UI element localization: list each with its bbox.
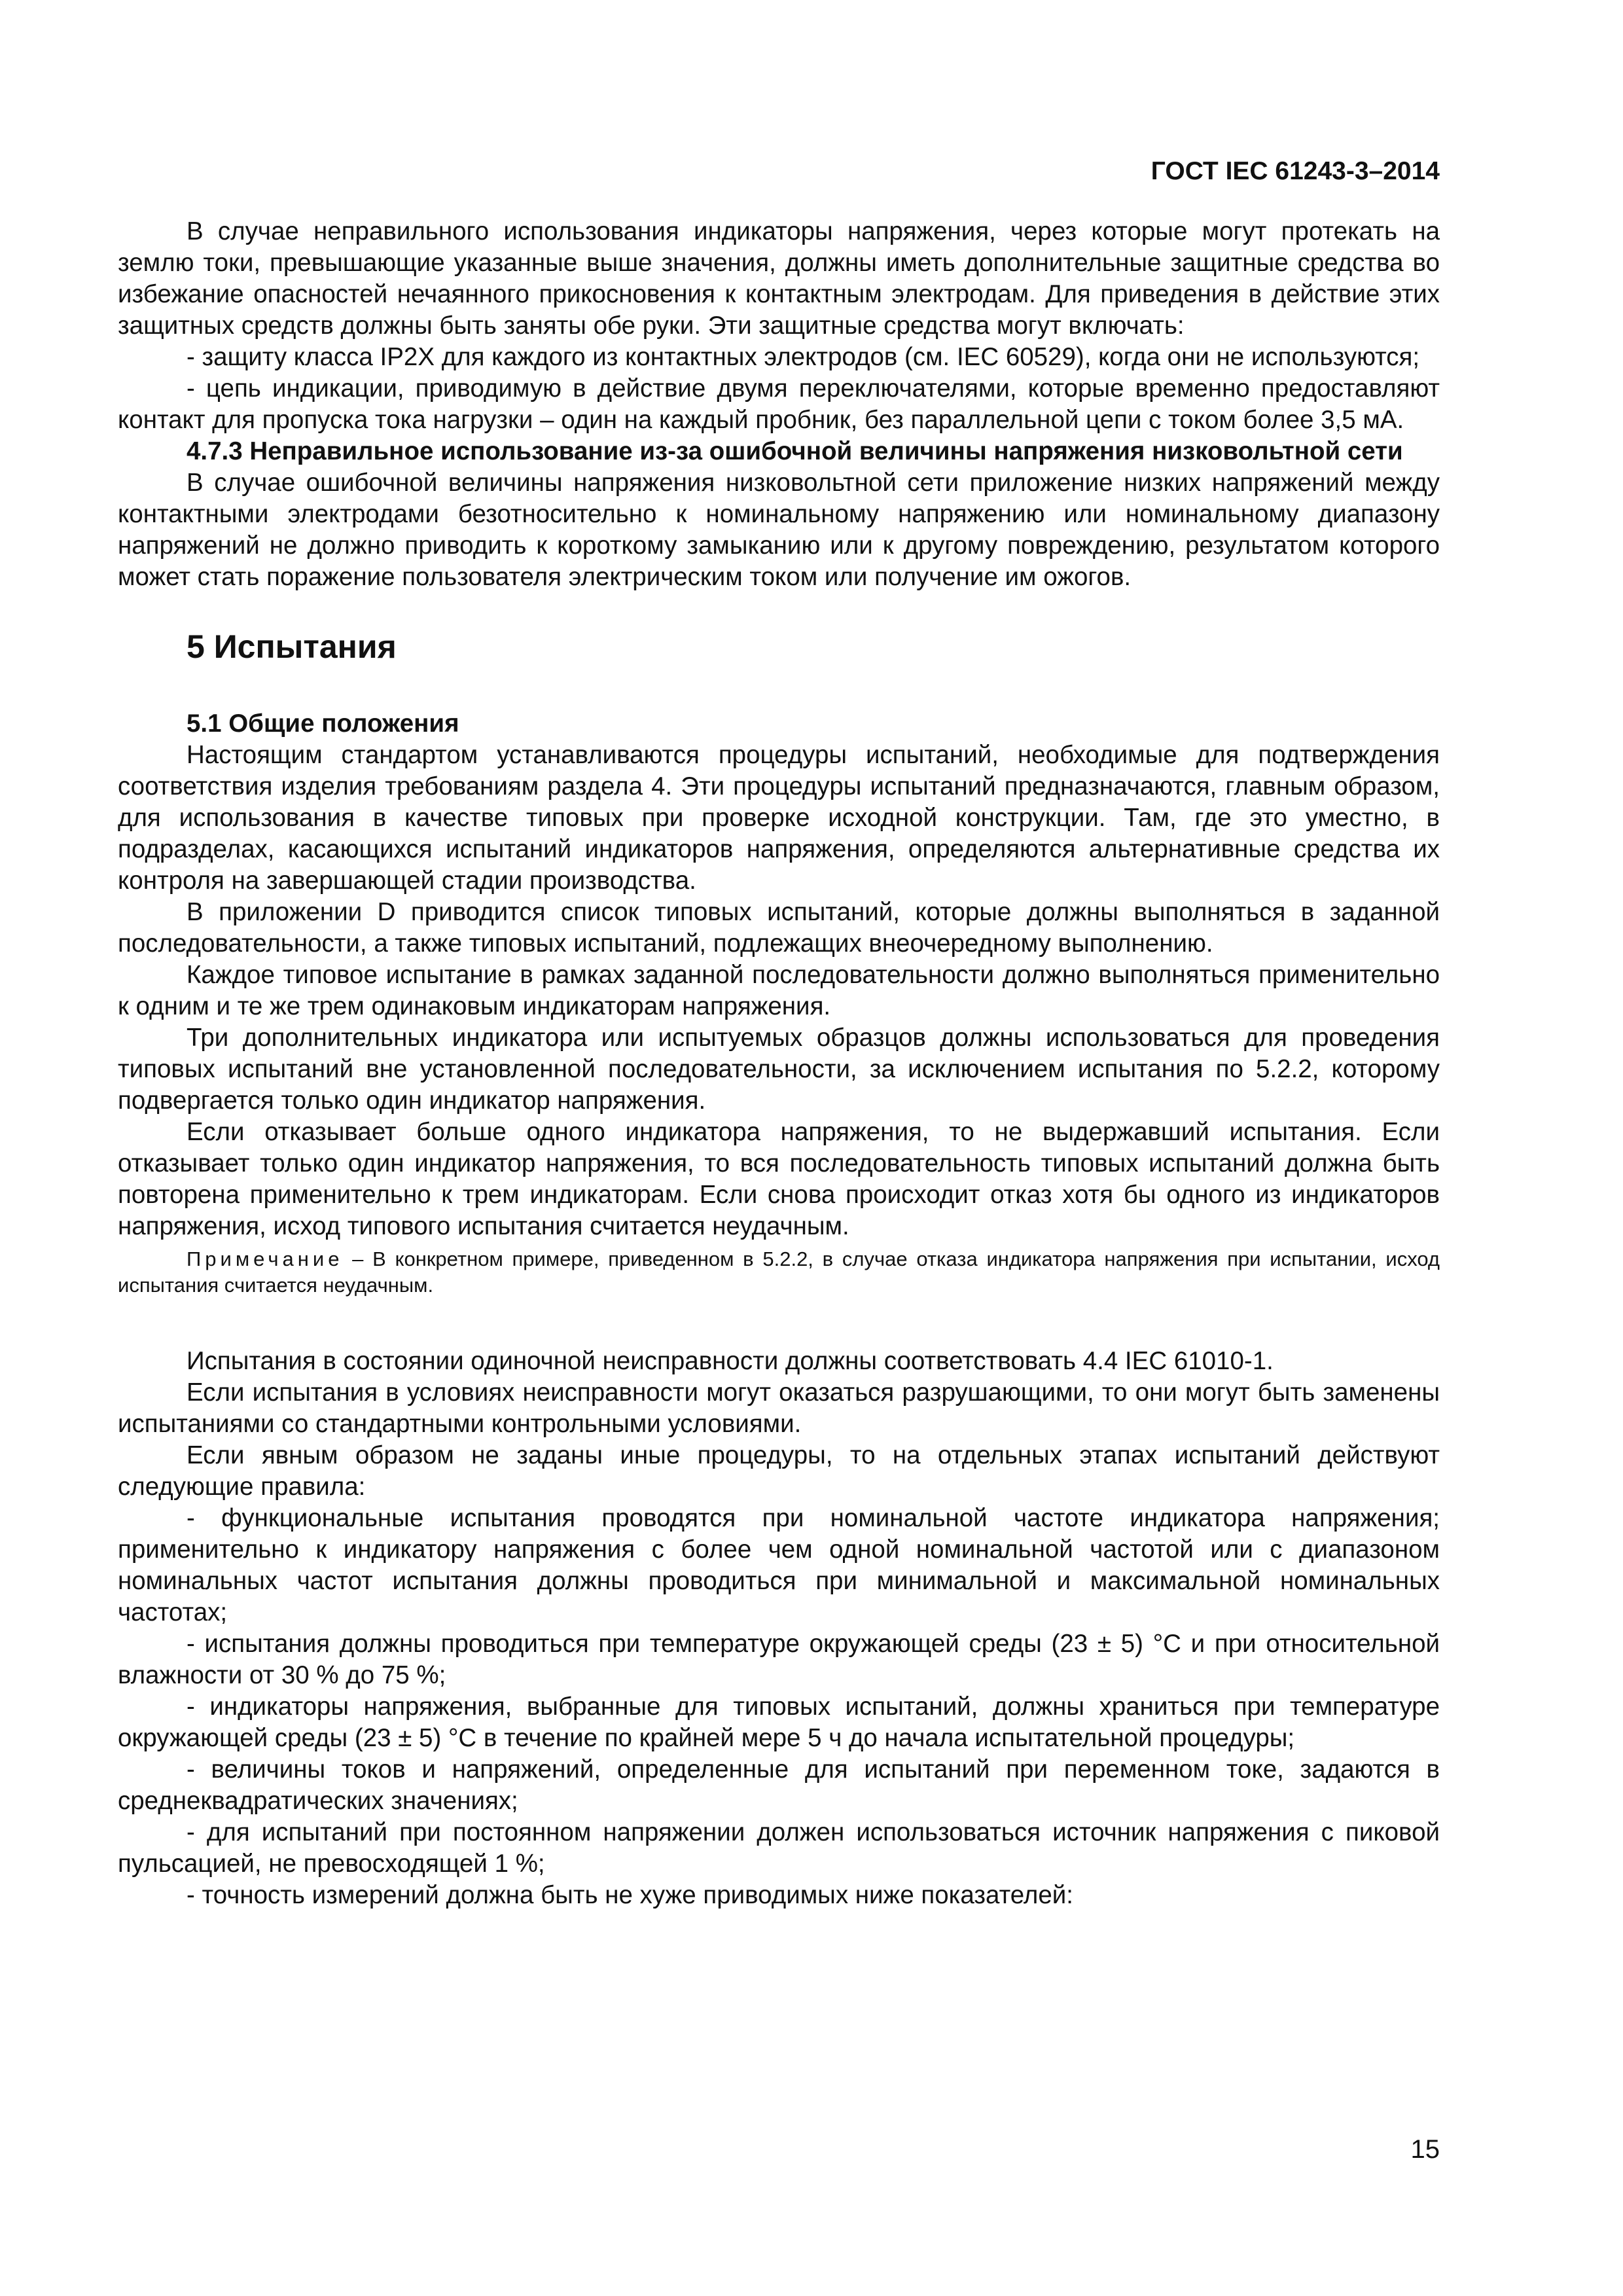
section-heading-5: 5 Испытания bbox=[187, 628, 397, 665]
paragraph: Каждое типовое испытание в рамках заданной последовательности должно выполняться применительно к одним и те же трем одинаковым индикаторам напряжения. bbox=[118, 961, 1440, 1020]
note-text: – В конкретном примере, приведенном в 5.2.2, в случае отказа индикатора напряжения при испытании, исход испытания считается неудачным. bbox=[118, 1247, 1440, 1297]
list-item: - цепь индикации, приводимую в действие двумя переключателями, которые временно предоставляют контакт для пропуска тока нагрузки – один на каждый пробник, без параллельной цепи с током более 3,5 мА. bbox=[118, 374, 1440, 434]
list-item: - индикаторы напряжения, выбранные для типовых испытаний, должны храниться при температуре окружающей среды (23 ± 5) °С в течение по крайней мере 5 ч до начала испытательной процедуры; bbox=[118, 1693, 1440, 1752]
paragraph: Если испытания в условиях неисправности могут оказаться разрушающими, то они могут быть заменены испытаниями со стандартными контрольными условиями. bbox=[118, 1378, 1440, 1438]
paragraph: В случае ошибочной величины напряжения низковольтной сети приложение низких напряжений между контактными электродами безотносительно к номинальному напряжению или номинальному диапазону напряжений не должно приводить к короткому замыканию или к другому повреждению, результатом которого может стать поражение пользователя электрическим током или получение им ожогов. bbox=[118, 469, 1440, 591]
list-item: - испытания должны проводиться при температуре окружающей среды (23 ± 5) °С и при относительной влажности от 30 % до 75 %; bbox=[118, 1630, 1440, 1689]
paragraph: В приложении D приводится список типовых испытаний, которые должны выполняться в заданной последовательности, а также типовых испытаний, подлежащих внеочередному выполнению. bbox=[118, 898, 1440, 958]
paragraph: В случае неправильного использования индикаторы напряжения, через которые могут протекать на землю токи, превышающие указанные выше значения, должны иметь дополнительные защитные средства во избежание опасностей нечаянного прикосновения к контактным электродам. Для приведения в действие этих защитных средств должны быть заняты обе руки. Эти защитные средства могут включать: bbox=[118, 217, 1440, 340]
paragraph: Настоящим стандартом устанавливаются процедуры испытаний, необходимые для подтверждения соответствия изделия требованиям раздела 4. Эти процедуры испытаний предназначаются, главным образом, для использования в качестве типовых при проверке исходной конструкции. Там, где это уместно, в подразделах, касающихся испытаний индикаторов напряжения, определяются альтернативные средства их контроля на завершающей стадии производства. bbox=[118, 741, 1440, 895]
page-number: 15 bbox=[1410, 2135, 1440, 2164]
list-item: - защиту класса IP2X для каждого из контактных электродов (см. IEC 60529), когда они не используются; bbox=[187, 343, 1420, 371]
document-body bbox=[118, 216, 1440, 1911]
note-label: Примечание bbox=[187, 1247, 344, 1270]
paragraph: Если явным образом не заданы иные процедуры, то на отдельных этапах испытаний действуют следующие правила: bbox=[118, 1441, 1440, 1501]
note bbox=[118, 1246, 1440, 1299]
document-page bbox=[118, 144, 1440, 2238]
subsection-heading-5-1: 5.1 Общие положения bbox=[187, 709, 459, 738]
paragraph: Три дополнительных индикатора или испытуемых образцов должны использоваться для проведения типовых испытаний вне установленной последовательности, за исключением испытания по 5.2.2, которому подвергается только один индикатор напряжения. bbox=[118, 1024, 1440, 1115]
paragraph: Если отказывает больше одного индикатора напряжения, то не выдержавший испытания. Если отказывает только один индикатор напряжения, то вся последовательность типовых испытаний должна быть повторена применительно к трем индикаторам. Если снова происходит отказ хотя бы одного из индикаторов напряжения, исход типового испытания считается неудачным. bbox=[118, 1118, 1440, 1240]
list-item: - величины токов и напряжений, определенные для испытаний при переменном токе, задаются в среднеквадратических значениях; bbox=[118, 1755, 1440, 1815]
paragraph: Испытания в состоянии одиночной неисправности должны соответствовать 4.4 IEC 61010-1. bbox=[187, 1347, 1274, 1375]
list-item: - точность измерений должна быть не хуже приводимых ниже показателей: bbox=[187, 1881, 1073, 1909]
list-item: - для испытаний при постоянном напряжении должен использоваться источник напряжения с пиковой пульсацией, не превосходящей 1 %; bbox=[118, 1818, 1440, 1878]
list-item: - функциональные испытания проводятся при номинальной частоте индикатора напряжения; применительно к индикатору напряжения с более чем одной номинальной частотой или с диапазоном номинальных частот испытания должны проводиться при минимальной и максимальной номинальных частотах; bbox=[118, 1504, 1440, 1626]
clause-heading-4-7-3: 4.7.3 Неправильное использование из-за ошибочной величины напряжения низковольтной сети bbox=[187, 437, 1403, 465]
document-header-id: ГОСТ IEC 61243-3–2014 bbox=[1150, 157, 1440, 185]
